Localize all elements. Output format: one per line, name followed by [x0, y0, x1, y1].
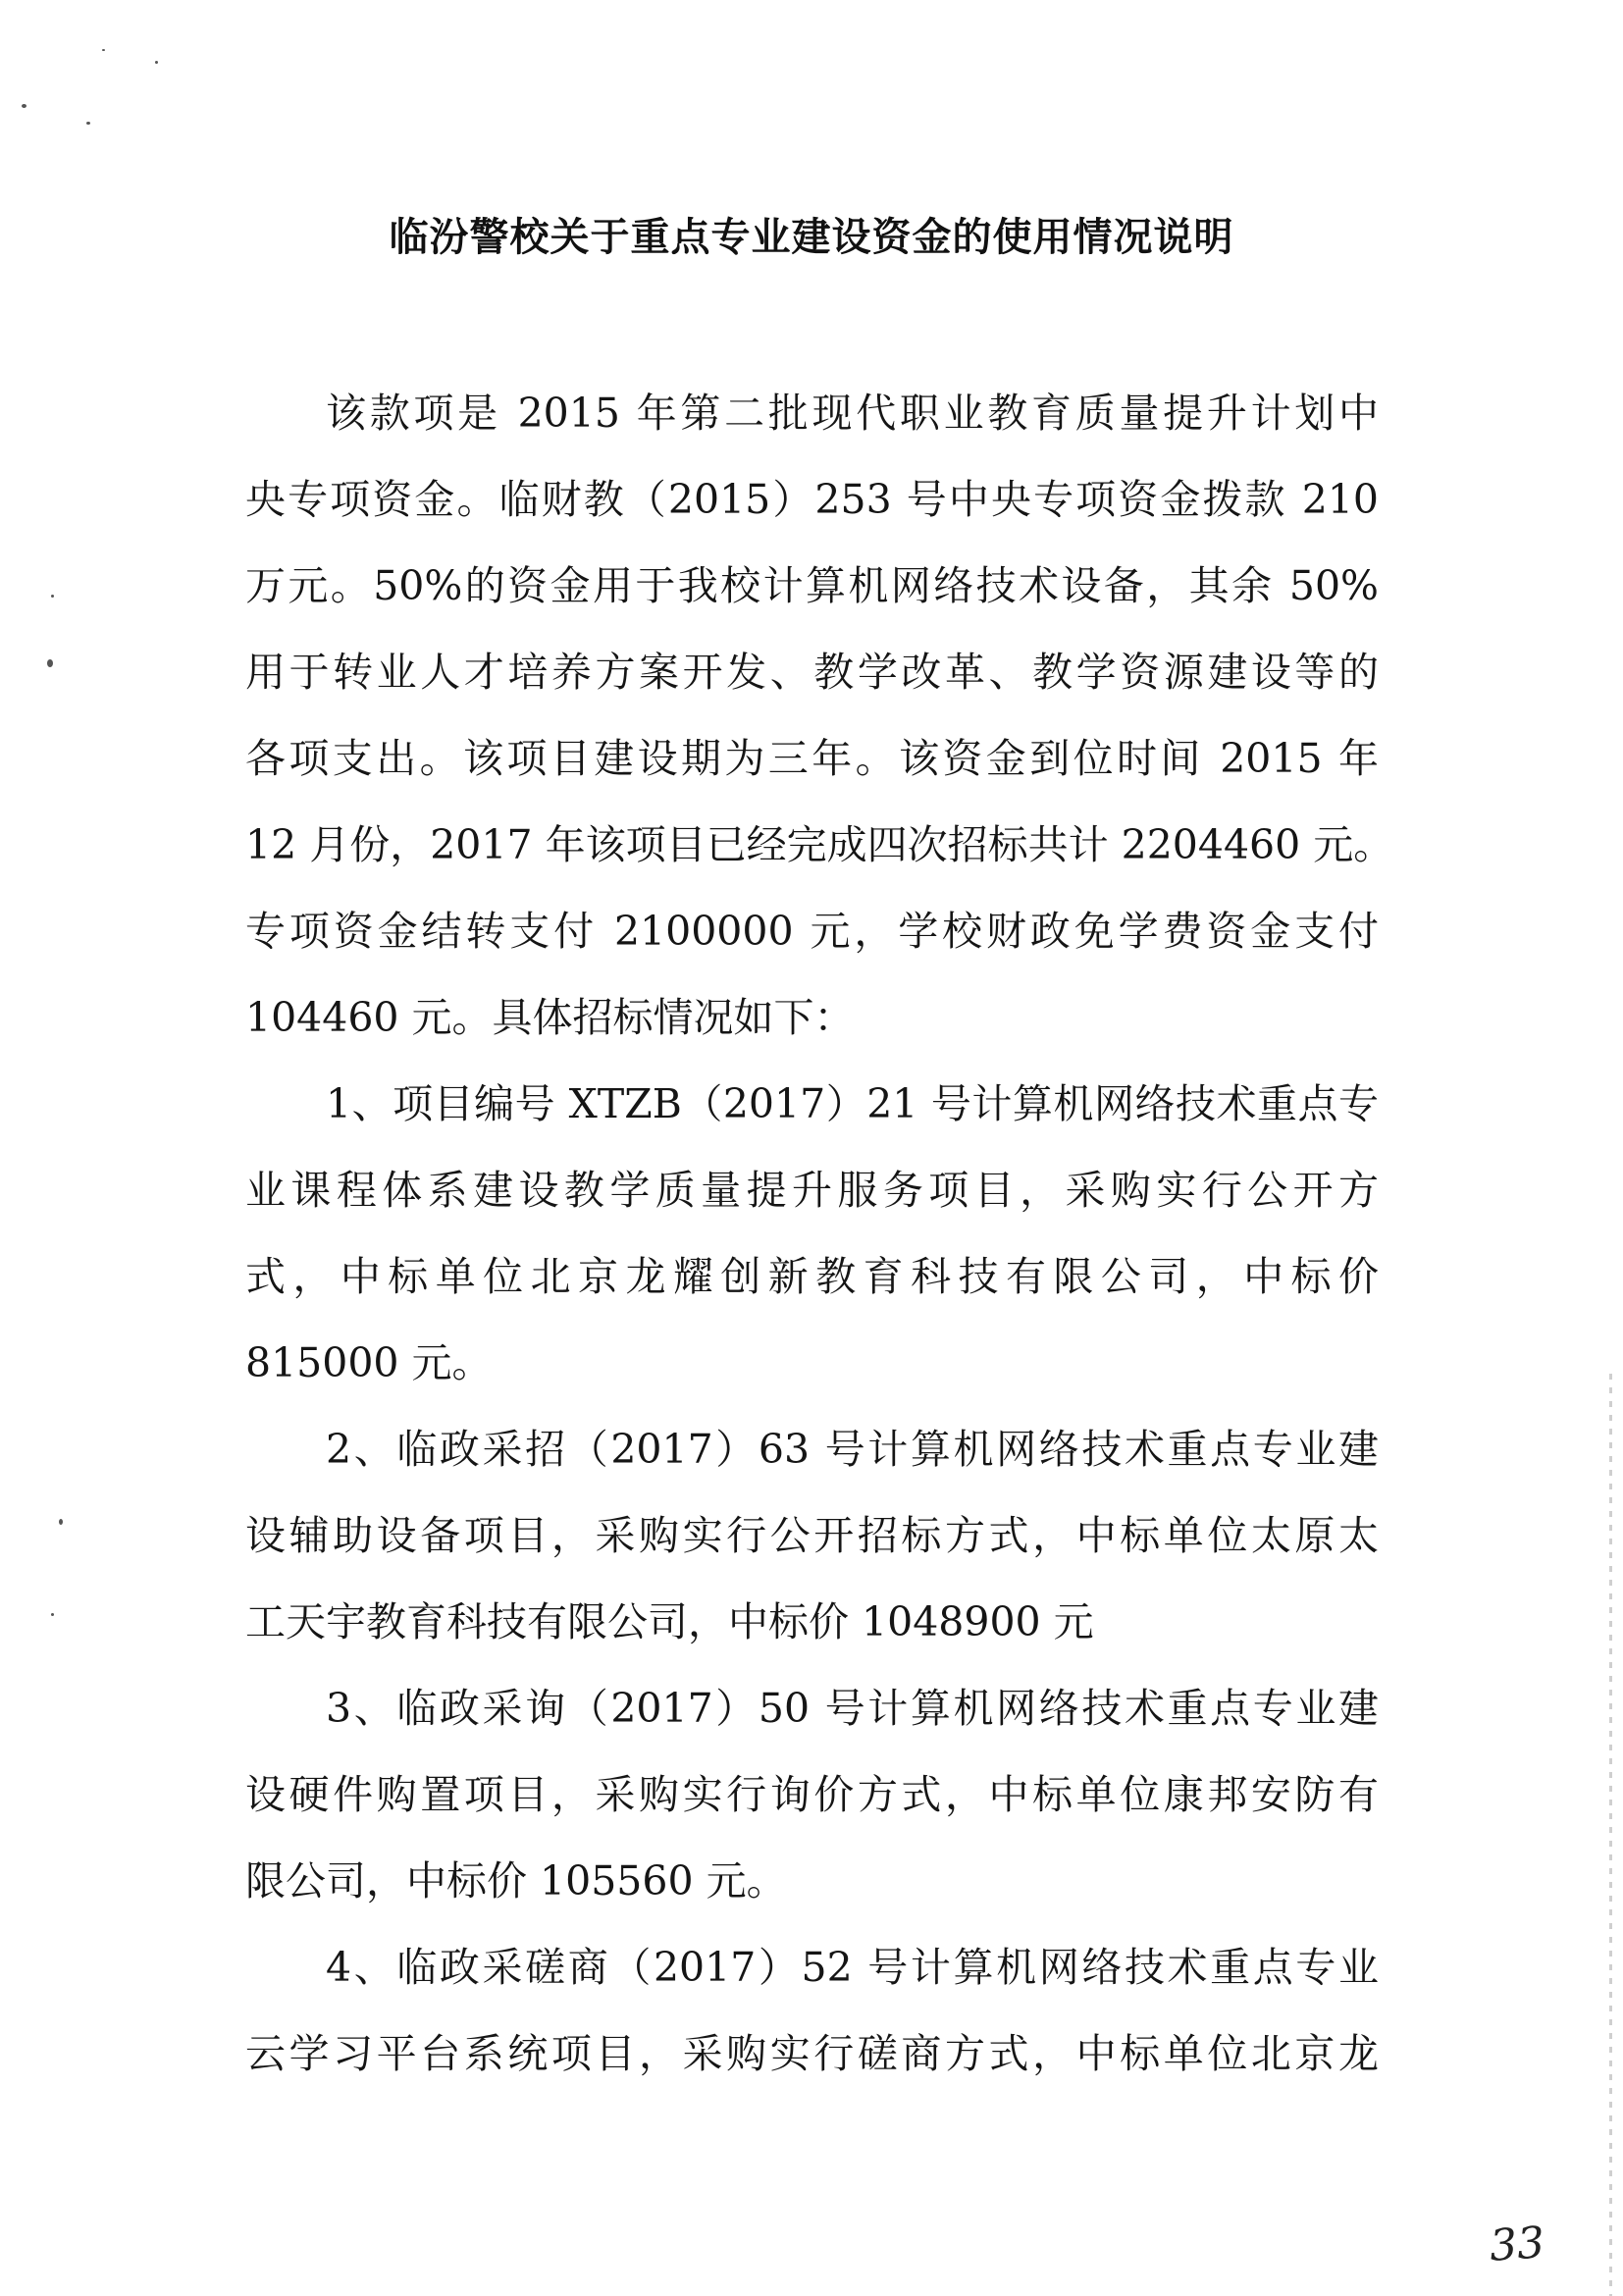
text-line: 专项资金结转支付 2100000 元，学校财政免学费资金支付	[245, 908, 1379, 955]
scan-speck	[22, 104, 26, 108]
text-line: 设辅助设备项目，采购实行公开招标方式，中标单位太原太	[245, 1512, 1379, 1559]
document-body	[245, 370, 1394, 2097]
paragraph	[245, 1061, 1379, 1406]
text-line: 云学习平台系统项目，采购实行磋商方式，中标单位北京龙	[245, 2030, 1379, 2077]
paragraph	[245, 1406, 1379, 1665]
page-number: 33	[1488, 2218, 1546, 2271]
text-line: 限公司，中标价 105560 元。	[245, 1857, 787, 1905]
text-line: 业课程体系建设教学质量提升服务项目，采购实行公开方	[245, 1167, 1379, 1214]
text-line: 104460 元。具体招标情况如下：	[245, 994, 855, 1041]
text-line: 央专项资金。临财教（2015）253 号中央专项资金拨款 210	[245, 476, 1379, 523]
text-line: 3、临政采询（2017）50 号计算机网络技术重点专业建	[326, 1685, 1379, 1732]
text-line: 该款项是 2015 年第二批现代职业教育质量提升计划中	[326, 390, 1379, 437]
scan-speck	[51, 595, 54, 598]
text-line: 万元。50%的资金用于我校计算机网络技术设备，其余 50%	[245, 562, 1379, 609]
paragraph	[245, 370, 1394, 1061]
document-title: 临汾警校关于重点专业建设资金的使用情况说明	[389, 215, 1234, 260]
text-line: 用于转业人才培养方案开发、教学改革、教学资源建设等的	[245, 649, 1379, 696]
text-line: 1、项目编号 XTZB（2017）21 号计算机网络技术重点专	[326, 1080, 1379, 1127]
scan-speck	[86, 122, 90, 125]
text-line: 式，中标单位北京龙耀创新教育科技有限公司，中标价	[245, 1253, 1379, 1300]
scan-speck	[51, 1613, 54, 1616]
paragraph	[245, 1924, 1379, 2097]
text-line: 4、临政采磋商（2017）52 号计算机网络技术重点专业	[326, 1944, 1379, 1991]
text-line: 815000 元。	[245, 1339, 493, 1386]
scan-speck	[59, 1519, 63, 1525]
text-line: 工天宇教育科技有限公司，中标价 1048900 元	[245, 1598, 1094, 1645]
scan-speck	[47, 659, 53, 667]
text-line: 各项支出。该项目建设期为三年。该资金到位时间 2015 年	[245, 735, 1379, 782]
scan-edge-mark	[1609, 1374, 1612, 2296]
scan-speck	[102, 49, 105, 51]
text-line: 12 月份，2017 年该项目已经完成四次招标共计 2204460 元。	[245, 821, 1394, 868]
text-line: 设硬件购置项目，采购实行询价方式，中标单位康邦安防有	[245, 1771, 1379, 1818]
scan-speck	[155, 61, 158, 64]
paragraph	[245, 1665, 1379, 1924]
text-line: 2、临政采招（2017）63 号计算机网络技术重点专业建	[326, 1426, 1379, 1473]
